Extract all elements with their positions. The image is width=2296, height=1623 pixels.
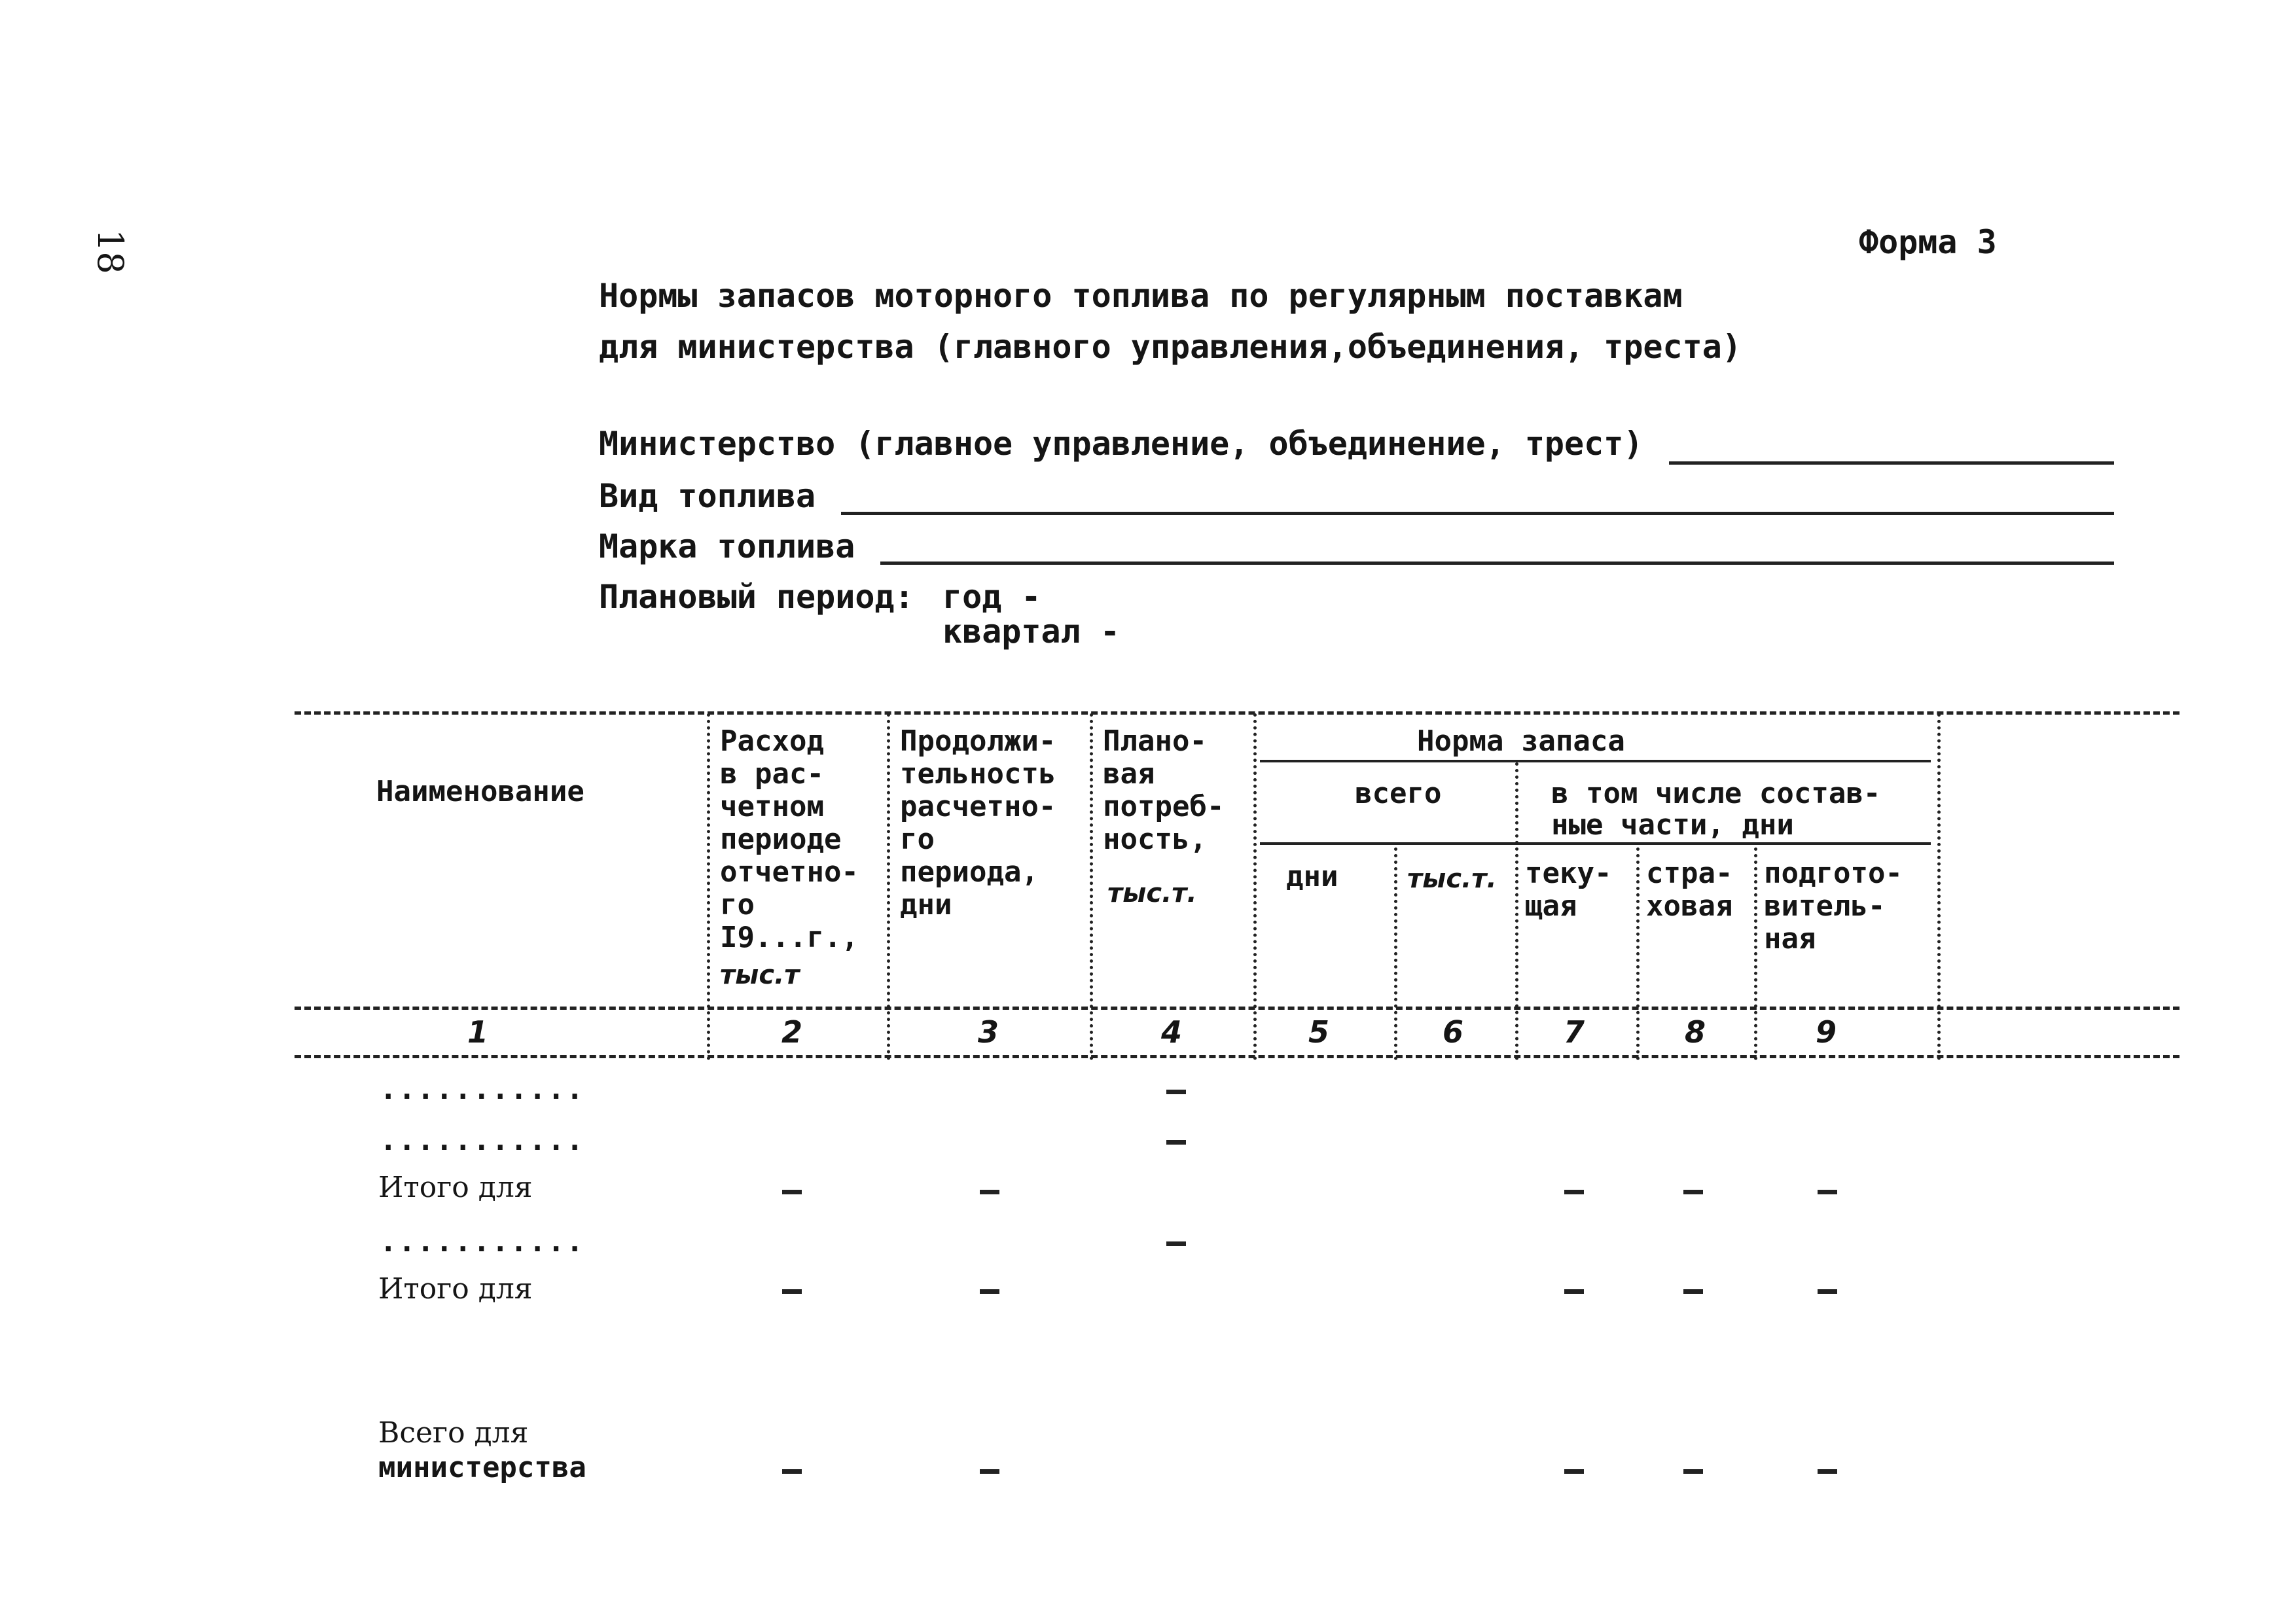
table-header-bottom-rule xyxy=(295,1007,2179,1010)
form-label: Форма 3 xyxy=(1859,223,1997,261)
col-number-3: 3 xyxy=(977,1014,999,1050)
row-subtotal-2-col8-dash xyxy=(1683,1289,1703,1294)
row-subtotal-2-label: Итого для xyxy=(378,1272,533,1306)
header-incl-line2: ные части, дни xyxy=(1551,808,1794,842)
row-grand-total-col9-dash xyxy=(1818,1469,1837,1474)
header-col9-line2: витель- xyxy=(1764,889,1886,923)
header-col6-unit: тыс.т. xyxy=(1407,864,1497,894)
col-number-9: 9 xyxy=(1815,1014,1837,1050)
header-col2-line5: отчетно- xyxy=(720,855,859,889)
col-separator-1 xyxy=(707,713,710,1060)
row-dots-1-col4-dash xyxy=(1166,1090,1186,1094)
page-number: 18 xyxy=(90,229,131,274)
header-norm: Норма запаса xyxy=(1417,724,1625,758)
col-number-7: 7 xyxy=(1563,1014,1585,1050)
row-grand-total-col8-dash xyxy=(1683,1469,1703,1474)
col-number-2: 2 xyxy=(781,1014,802,1050)
header-col3-line1: Продолжи- xyxy=(900,724,1056,758)
row-subtotal-2-col2-dash xyxy=(782,1289,802,1294)
header-col2-line6: го xyxy=(720,888,755,921)
fuel-grade-fill-line xyxy=(880,562,2114,565)
row-dots-1: ........... xyxy=(380,1073,585,1106)
header-col5-days: дни xyxy=(1286,860,1338,893)
header-col2-line2: в рас- xyxy=(720,757,824,791)
row-dots-2: ........... xyxy=(380,1124,585,1157)
header-total: всего xyxy=(1355,777,1442,810)
header-col2-unit: тыс.т xyxy=(720,960,800,990)
col-separator-6 xyxy=(1515,762,1518,1060)
row-subtotal-1-col9-dash xyxy=(1818,1190,1837,1194)
plan-period-year: год - xyxy=(942,578,1041,616)
header-col4-unit: тыс.т. xyxy=(1107,878,1197,908)
table-col-numbers-rule xyxy=(295,1055,2179,1058)
total-subrule xyxy=(1260,842,1931,845)
row-grand-total-label-1: Всего для xyxy=(378,1416,529,1450)
row-grand-total-col3-dash xyxy=(980,1469,999,1474)
row-subtotal-2-col3-dash xyxy=(980,1289,999,1294)
header-col9-line3: ная xyxy=(1764,922,1816,955)
col-number-5: 5 xyxy=(1308,1014,1329,1050)
header-col4-line4: ность, xyxy=(1103,823,1207,856)
title-line-2: для министерства (главного управления,объединения, треста) xyxy=(599,328,1742,366)
header-col3-line3: расчетно- xyxy=(900,790,1056,823)
header-col8-line1: стра- xyxy=(1646,857,1733,890)
header-col3-line5: периода, xyxy=(900,855,1039,889)
col-number-1: 1 xyxy=(467,1014,488,1050)
table-top-rule xyxy=(295,711,2179,715)
plan-period-label: Плановый период: xyxy=(599,578,914,616)
col-number-8: 8 xyxy=(1684,1014,1706,1050)
row-subtotal-1-col7-dash xyxy=(1564,1190,1584,1194)
row-subtotal-1-col3-dash xyxy=(980,1190,999,1194)
header-col8-line2: ховая xyxy=(1646,889,1733,923)
row-subtotal-1-col8-dash xyxy=(1683,1190,1703,1194)
header-col7-line2: щая xyxy=(1525,889,1577,923)
row-subtotal-1-label: Итого для xyxy=(378,1171,533,1204)
header-col2-line1: Расход xyxy=(720,724,824,758)
header-col7-line1: теку- xyxy=(1525,857,1612,890)
col-separator-8 xyxy=(1754,847,1757,1060)
row-grand-total-label-2: министерства xyxy=(378,1451,586,1484)
fuel-grade-label: Марка топлива xyxy=(599,527,855,565)
col-separator-3 xyxy=(1090,713,1093,1060)
row-grand-total-col7-dash xyxy=(1564,1469,1584,1474)
col-separator-5 xyxy=(1394,847,1397,1060)
header-incl-line1: в том числе состав- xyxy=(1551,777,1881,810)
col-number-4: 4 xyxy=(1160,1014,1182,1050)
norm-subrule xyxy=(1260,760,1931,762)
header-col4-line3: потреб- xyxy=(1103,790,1225,823)
header-col4-line2: вая xyxy=(1103,757,1155,791)
row-dots-3: ........... xyxy=(380,1225,585,1258)
ministry-fill-line xyxy=(1669,461,2114,465)
row-subtotal-1-col2-dash xyxy=(782,1190,802,1194)
header-col2-line3: четном xyxy=(720,790,824,823)
header-col2-line4: периоде xyxy=(720,823,842,856)
header-col2-line7: I9...г., xyxy=(720,921,859,954)
col-separator-4 xyxy=(1253,713,1257,1060)
title-line-1: Нормы запасов моторного топлива по регулярным поставкам xyxy=(599,277,1683,315)
col-separator-7 xyxy=(1636,847,1640,1060)
row-subtotal-2-col7-dash xyxy=(1564,1289,1584,1294)
row-dots-3-col4-dash xyxy=(1166,1241,1186,1246)
row-subtotal-2-col9-dash xyxy=(1818,1289,1837,1294)
header-name: Наименование xyxy=(376,775,584,808)
ministry-field-label: Министерство (главное управление, объединение, трест) xyxy=(599,425,1643,463)
plan-period-quarter: квартал - xyxy=(942,613,1120,651)
header-col3-line6: дни xyxy=(900,888,952,921)
header-col9-line1: подгото- xyxy=(1764,857,1903,890)
col-separator-2 xyxy=(887,713,890,1060)
header-col3-line2: тельность xyxy=(900,757,1056,791)
col-number-6: 6 xyxy=(1442,1014,1463,1050)
header-col3-line4: го xyxy=(900,823,935,856)
fuel-type-label: Вид топлива xyxy=(599,477,816,515)
header-col4-line1: Плано- xyxy=(1103,724,1207,758)
row-grand-total-col2-dash xyxy=(782,1469,802,1474)
row-dots-2-col4-dash xyxy=(1166,1140,1186,1145)
col-separator-9 xyxy=(1937,713,1941,1060)
fuel-type-fill-line xyxy=(841,512,2114,515)
